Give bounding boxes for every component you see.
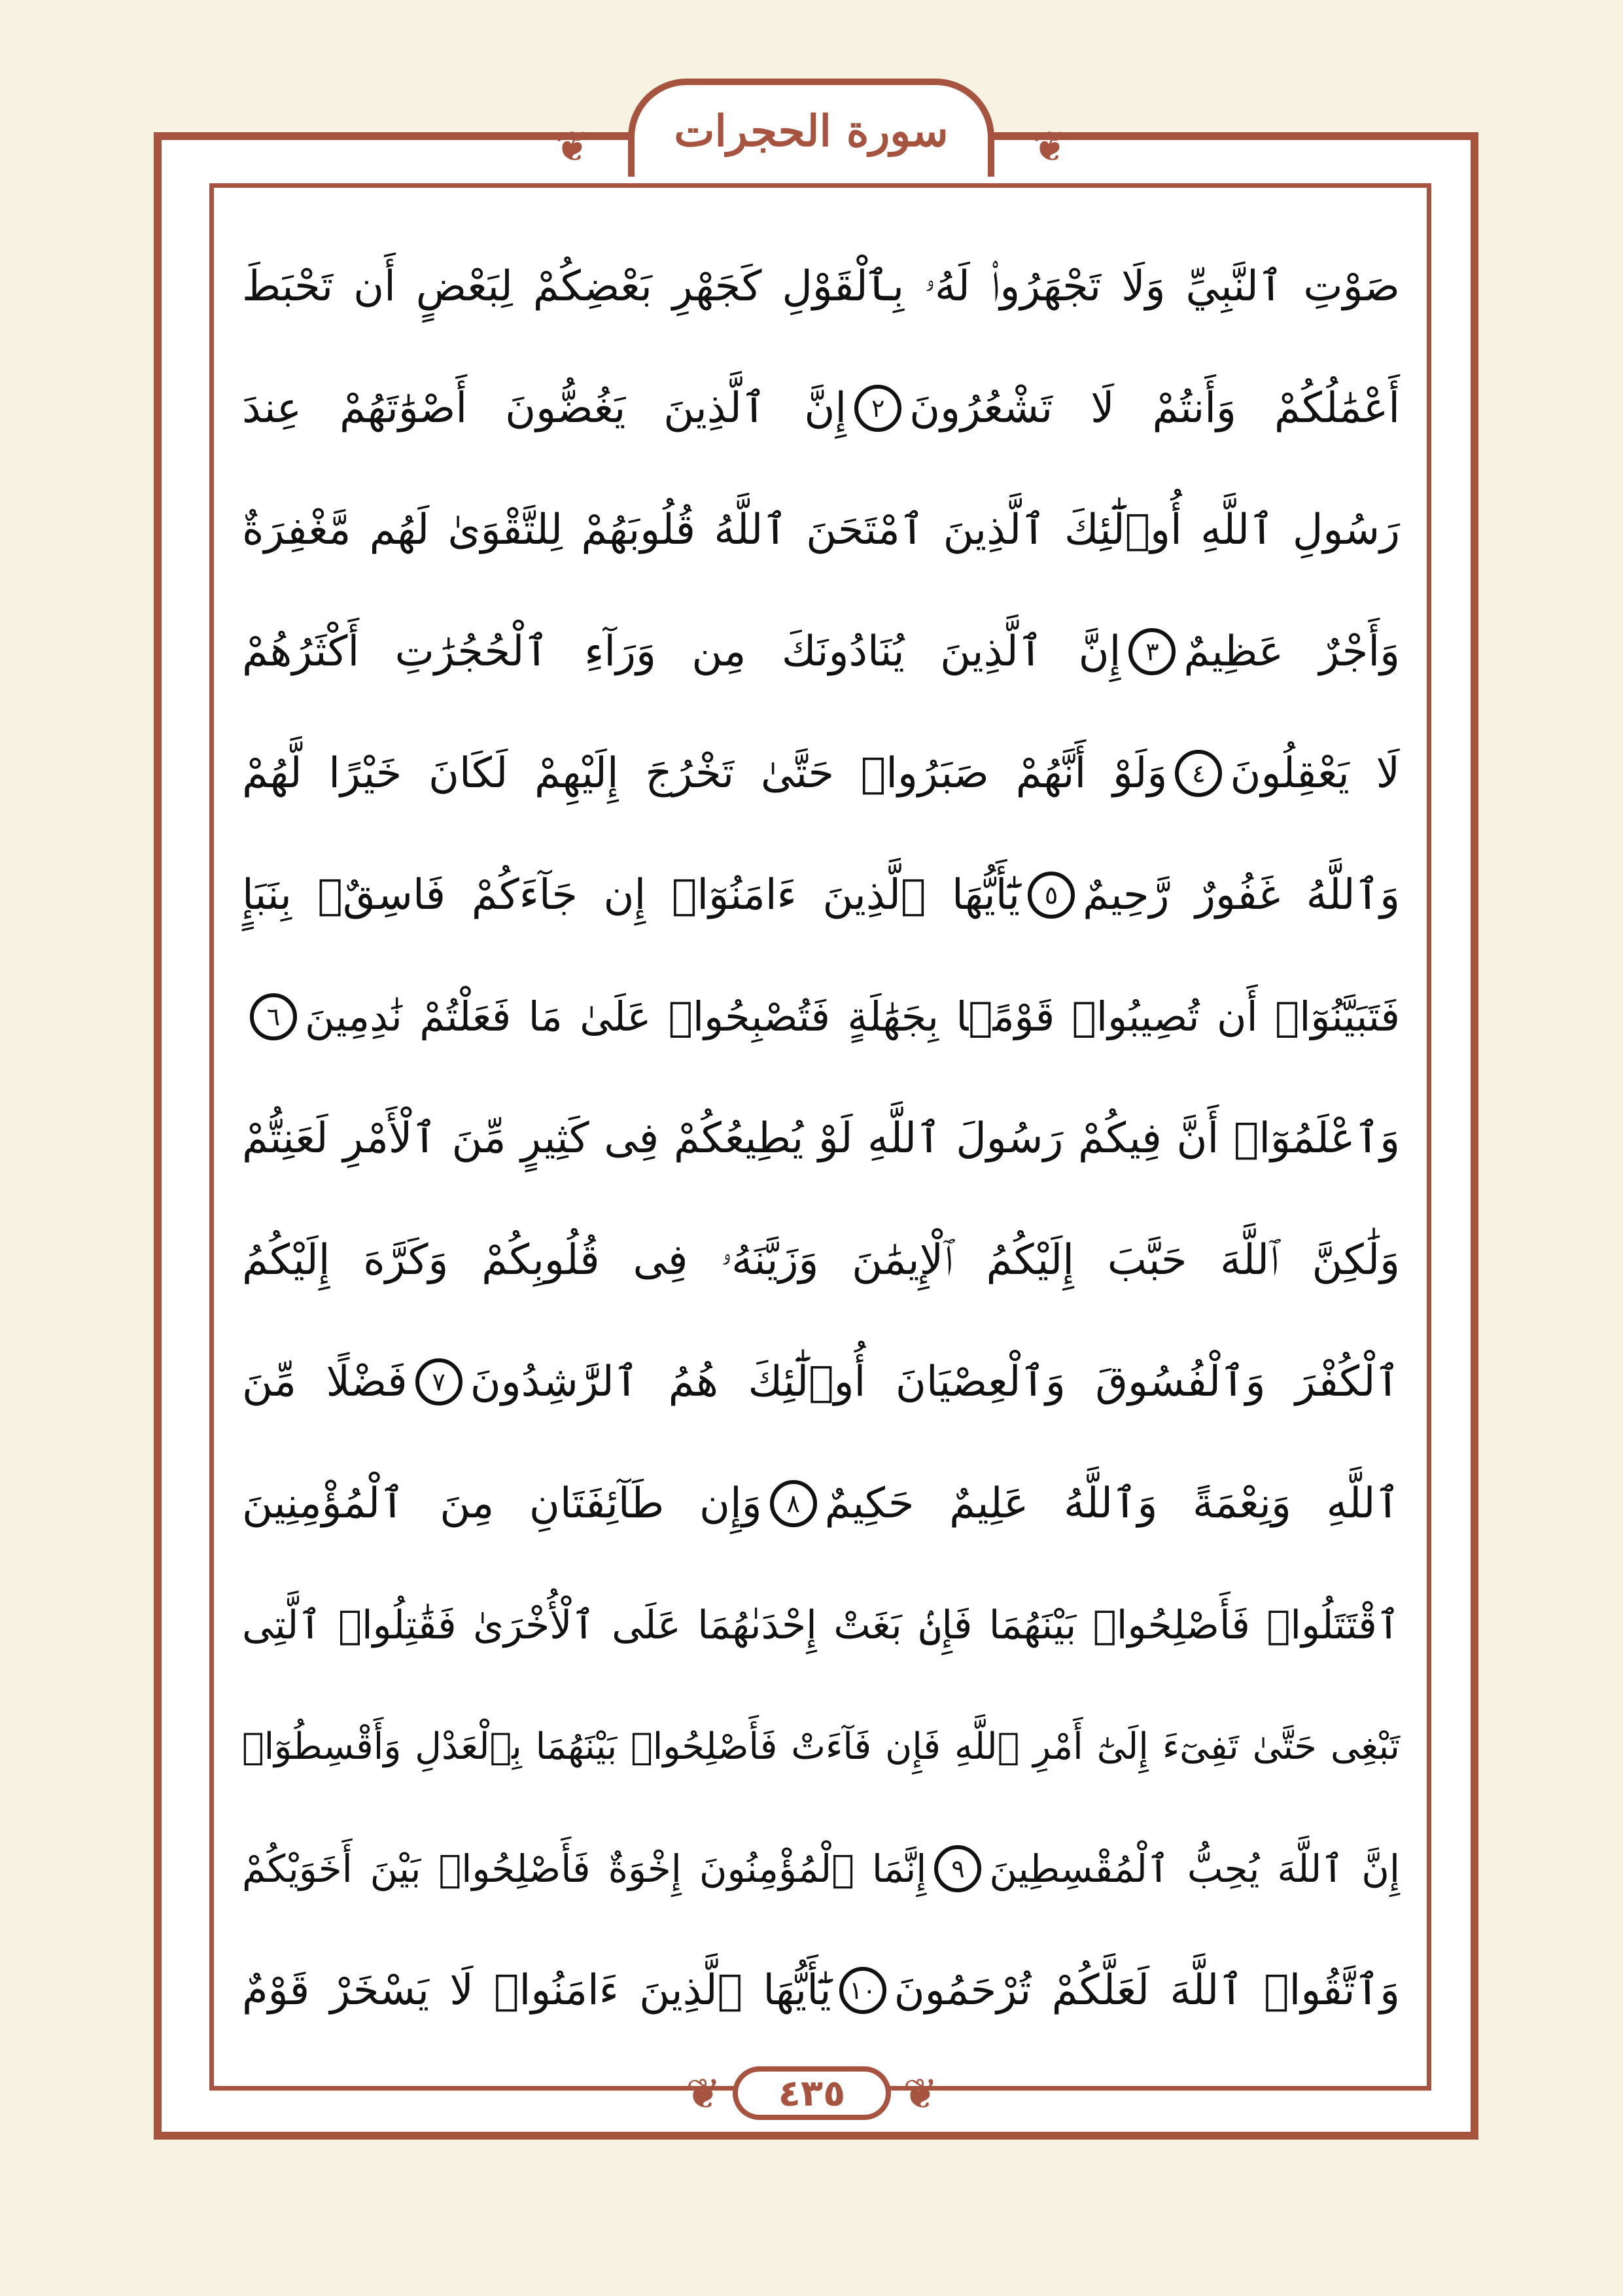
ayah-number-marker: ٥ — [1028, 872, 1075, 919]
verse-text: ٱللَّهِ وَنِعْمَةً وَٱللَّهُ عَلِيمٌ حَكِيمٌ — [824, 1479, 1400, 1528]
ayah-number-marker: ٨ — [770, 1480, 817, 1527]
verse-text: فَتَبَيَّنُوٓا۟ أَن تُصِيبُوا۟ قَوْمًۢا بِجَهَٰلَةٍ فَتُصْبِحُوا۟ عَلَىٰ مَا فَعَلْتُمْ نَٰدِمِينَ — [305, 993, 1400, 1040]
verse-text: إِنَّ ٱللَّهَ يُحِبُّ ٱلْمُقْسِطِينَ — [989, 1846, 1400, 1891]
ayah-number-marker: ٤ — [1175, 750, 1222, 797]
verse-text: صَوْتِ ٱلنَّبِيِّ وَلَا تَجْهَرُوا۟ لَهُۥ بِٱلْقَوْلِ كَجَهْرِ بَعْضِكُمْ لِبَعْضٍ أَن تَحْبَطَ — [242, 262, 1400, 311]
text-line — [242, 1321, 1400, 1443]
verse-text: رَسُولِ ٱللَّهِ أُو۟لَٰٓئِكَ ٱلَّذِينَ ٱمْتَحَنَ ٱللَّهُ قُلُوبَهُمْ لِلتَّقْوَىٰ لَهُم مَّغْفِرَةٌ — [242, 506, 1400, 554]
verse-text: إِنَّ ٱلَّذِينَ يَغُضُّونَ أَصْوَٰتَهُمْ عِندَ — [241, 384, 847, 433]
verse-text: ٱلْكُفْرَ وَٱلْفُسُوقَ وَٱلْعِصْيَانَ أُو۟لَٰٓئِكَ هُمُ ٱلرَّٰشِدُونَ — [470, 1358, 1400, 1406]
text-line — [242, 226, 1400, 347]
text-line — [242, 1930, 1400, 2051]
text-line — [242, 956, 1400, 1078]
verse-text: تَبْغِى حَتَّىٰ تَفِىٓءَ إِلَىٰٓ أَمْرِ ٱللَّهِ فَإِن فَآءَتْ فَأَصْلِحُوا۟ بَيْنَهُمَا بِٱلْعَدْلِ وَأَقْسِطُوٓا۟ — [242, 1725, 1400, 1768]
verse-text: وَٱللَّهُ غَفُورٌ رَّحِيمٌ — [1083, 871, 1400, 919]
ayah-number-marker: ٩ — [934, 1845, 981, 1892]
text-line — [242, 1443, 1400, 1564]
ayah-number-marker: ٣ — [1128, 628, 1176, 675]
verse-text: وَإِن طَآئِفَتَانِ مِنَ ٱلْمُؤْمِنِينَ — [241, 1479, 762, 1528]
text-line — [242, 1686, 1400, 1808]
verse-text: فَضْلًا مِّنَ — [241, 1358, 408, 1406]
ornament-icon: ❦ — [555, 123, 590, 171]
surah-header — [628, 79, 994, 177]
surah-title: سورة الحجرات — [674, 105, 949, 156]
verse-text: وَٱعْلَمُوٓا۟ أَنَّ فِيكُمْ رَسُولَ ٱللَّهِ لَوْ يُطِيعُكُمْ فِى كَثِيرٍ مِّنَ ٱلْأَمْرِ لَعَنِتُّمْ — [242, 1114, 1400, 1163]
page-number: ٤٣٥ — [778, 2072, 846, 2115]
verse-text: وَلَوْ أَنَّهُمْ صَبَرُوا۟ حَتَّىٰ تَخْرُجَ إِلَيْهِمْ لَكَانَ خَيْرًا لَّهُمْ — [241, 749, 1168, 798]
text-line — [242, 347, 1400, 469]
verse-text: إِنَّمَا ٱلْمُؤْمِنُونَ إِخْوَةٌ فَأَصْلِحُوا۟ بَيْنَ أَخَوَيْكُمْ — [242, 1846, 927, 1891]
verse-text: إِنَّ ٱلَّذِينَ يُنَادُونَكَ مِن وَرَآءِ ٱلْحُجُرَٰتِ أَكْثَرُهُمْ — [242, 627, 1121, 676]
verse-text: يَٰٓأَيُّهَا ٱلَّذِينَ ءَامَنُوٓا۟ إِن جَآءَكُمْ فَاسِقٌۢ بِنَبَإٍ — [241, 871, 1021, 919]
text-line — [242, 469, 1400, 591]
ornament-icon: ❦ — [686, 2070, 721, 2119]
ayah-number-marker: ٧ — [415, 1358, 462, 1405]
text-line — [242, 1078, 1400, 1199]
text-line — [242, 1199, 1400, 1321]
text-line — [242, 1564, 1400, 1686]
verse-text: أَعْمَٰلُكُمْ وَأَنتُمْ لَا تَشْعُرُونَ — [909, 384, 1400, 433]
ayah-number-marker: ٦ — [250, 993, 297, 1040]
page-number-badge — [733, 2066, 891, 2120]
text-line — [242, 713, 1400, 834]
quran-text — [242, 226, 1400, 2051]
ayah-number-marker: ٢ — [854, 385, 901, 432]
verse-text: وَأَجْرٌ عَظِيمٌ — [1183, 627, 1400, 676]
text-line — [242, 834, 1400, 956]
text-line — [242, 591, 1400, 713]
verse-text: لَا يَعْقِلُونَ — [1230, 749, 1400, 798]
verse-text: وَٱتَّقُوا۟ ٱللَّهَ لَعَلَّكُمْ تُرْحَمُونَ — [894, 1966, 1400, 2015]
verse-text: وَلَٰكِنَّ ٱللَّهَ حَبَّبَ إِلَيْكُمُ ٱلْإِيمَٰنَ وَزَيَّنَهُۥ فِى قُلُوبِكُمْ وَكَرَّهَ إِلَيْكُمُ — [242, 1236, 1400, 1284]
ornament-icon: ❦ — [1032, 123, 1068, 171]
ayah-number-marker: ١٠ — [839, 1967, 886, 2014]
ornament-icon: ❦ — [903, 2070, 938, 2119]
verse-text: ٱقْتَتَلُوا۟ فَأَصْلِحُوا۟ بَيْنَهُمَا فَإِنۢ بَغَتْ إِحْدَىٰهُمَا عَلَى ٱلْأُخْرَىٰ فَقَٰتِلُوا۟ ٱلَّتِى — [242, 1602, 1400, 1648]
verse-text: يَٰٓأَيُّهَا ٱلَّذِينَ ءَامَنُوا۟ لَا يَسْخَرْ قَوْمٌ — [241, 1966, 831, 2015]
text-line — [242, 1808, 1400, 1930]
